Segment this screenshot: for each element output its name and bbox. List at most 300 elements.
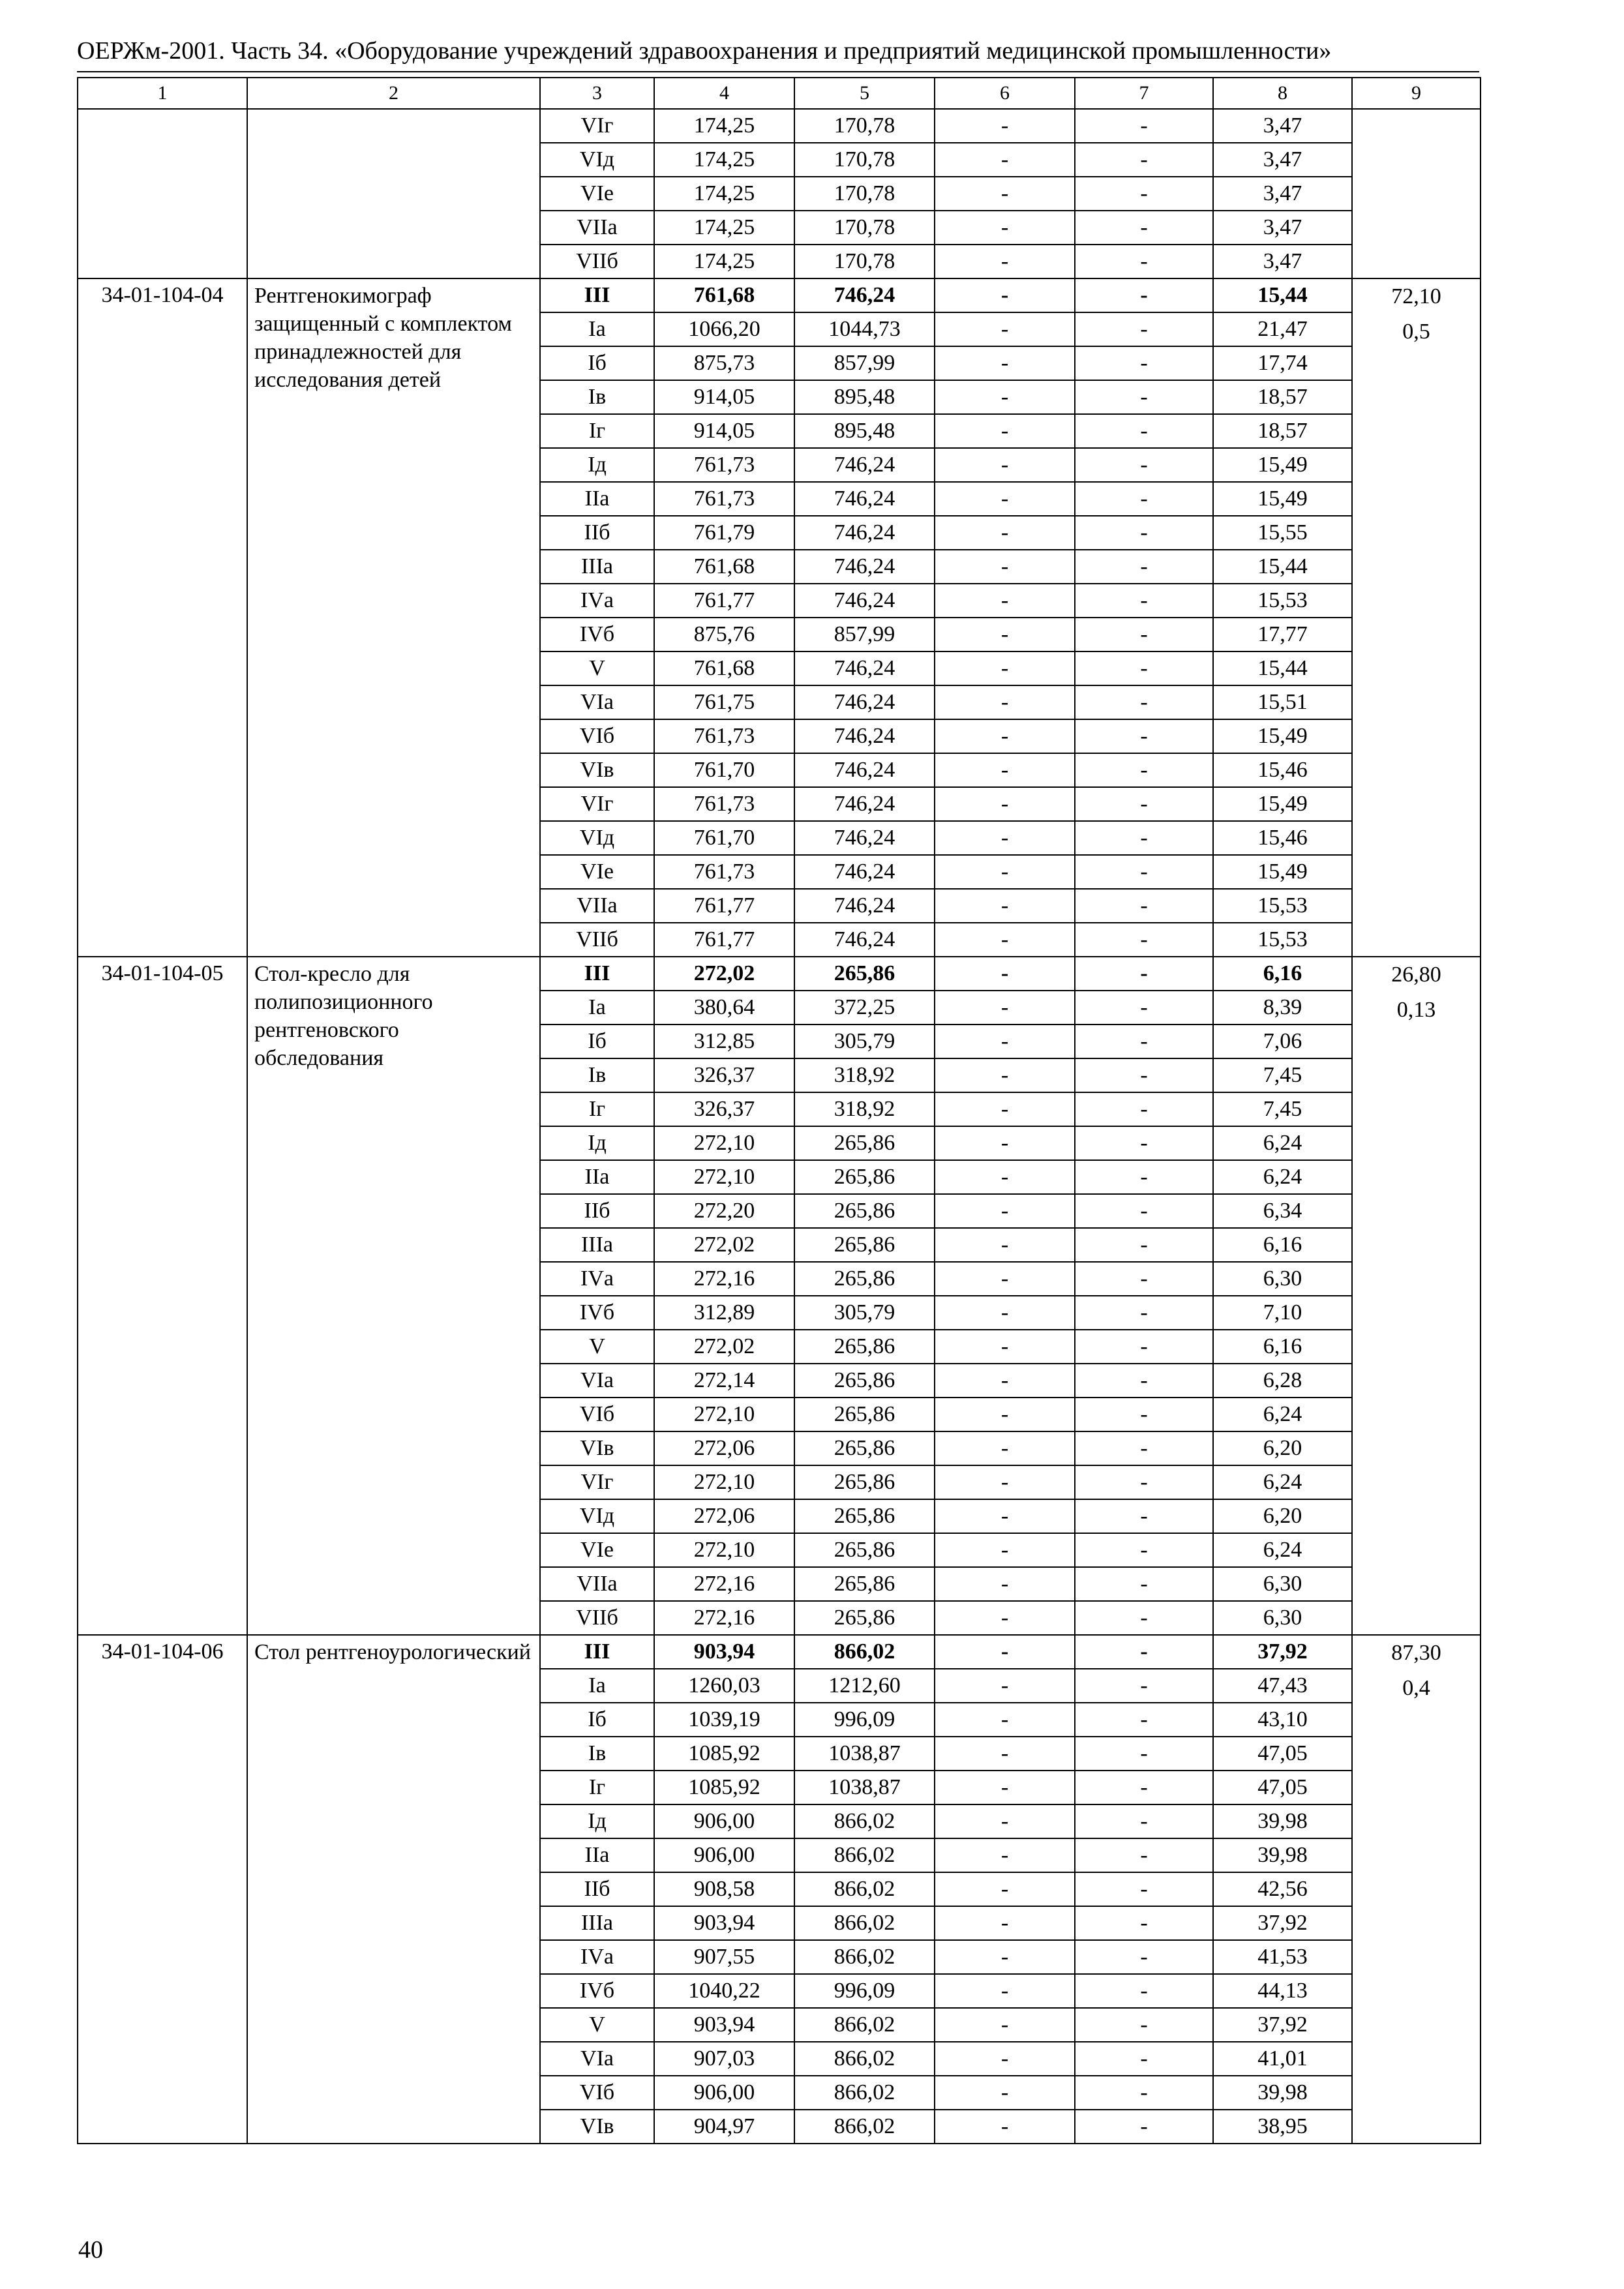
- material-cell: 7,45: [1213, 1092, 1352, 1126]
- material-cell: 18,57: [1213, 414, 1352, 448]
- labor-machine-value: 0,13: [1396, 998, 1436, 1022]
- driver-wage-cell: -: [1075, 1262, 1213, 1296]
- zone-cell: VIIа: [540, 1567, 654, 1601]
- zone-cell: VIе: [540, 177, 654, 211]
- machine-cell: -: [935, 821, 1075, 855]
- material-cell: 7,45: [1213, 1058, 1352, 1092]
- machine-cell: -: [935, 2042, 1075, 2076]
- machine-cell: -: [935, 1160, 1075, 1194]
- column-number: 6: [935, 78, 1075, 109]
- zone-cell: VIд: [540, 821, 654, 855]
- machine-cell: -: [935, 109, 1075, 143]
- total-cell: 761,73: [654, 719, 794, 753]
- zone-cell: III: [540, 957, 654, 991]
- wage-cell: 265,86: [794, 1398, 935, 1431]
- wage-cell: 318,92: [794, 1058, 935, 1092]
- total-cell: 875,73: [654, 346, 794, 380]
- machine-cell: -: [935, 1025, 1075, 1058]
- zone-cell: VIIб: [540, 1601, 654, 1635]
- material-cell: 6,24: [1213, 1465, 1352, 1499]
- code-cell: 34-01-104-05: [78, 957, 247, 1635]
- driver-wage-cell: -: [1075, 753, 1213, 787]
- driver-wage-cell: -: [1075, 618, 1213, 651]
- zone-cell: Iд: [540, 448, 654, 482]
- driver-wage-cell: -: [1075, 1669, 1213, 1703]
- total-cell: 174,25: [654, 245, 794, 278]
- machine-cell: -: [935, 278, 1075, 312]
- machine-cell: -: [935, 211, 1075, 245]
- driver-wage-cell: -: [1075, 1601, 1213, 1635]
- name-cell: Стол-кресло для полипозиционного рентгеновского обследования: [247, 957, 540, 1635]
- wage-cell: 866,02: [794, 1906, 935, 1940]
- wage-cell: 265,86: [794, 1262, 935, 1296]
- wage-cell: 895,48: [794, 414, 935, 448]
- rates-table: [77, 77, 1481, 2144]
- total-cell: 380,64: [654, 991, 794, 1025]
- total-cell: 761,73: [654, 482, 794, 516]
- code-cell: 34-01-104-04: [78, 278, 247, 957]
- machine-cell: -: [935, 448, 1075, 482]
- zone-cell: VIIб: [540, 245, 654, 278]
- machine-cell: -: [935, 1872, 1075, 1906]
- zone-cell: VIа: [540, 1364, 654, 1398]
- labor-cost-value: 87,30: [1391, 1641, 1441, 1665]
- material-cell: 3,47: [1213, 109, 1352, 143]
- total-cell: 761,73: [654, 787, 794, 821]
- machine-cell: -: [935, 1228, 1075, 1262]
- driver-wage-cell: -: [1075, 1771, 1213, 1804]
- column-number: 8: [1213, 78, 1352, 109]
- wage-cell: 305,79: [794, 1296, 935, 1330]
- driver-wage-cell: -: [1075, 1533, 1213, 1567]
- zone-cell: IIа: [540, 1160, 654, 1194]
- wage-cell: 265,86: [794, 1533, 935, 1567]
- material-cell: 37,92: [1213, 1906, 1352, 1940]
- wage-cell: 265,86: [794, 1160, 935, 1194]
- zone-cell: VIб: [540, 719, 654, 753]
- machine-cell: -: [935, 346, 1075, 380]
- wage-cell: 746,24: [794, 516, 935, 550]
- machine-cell: -: [935, 1669, 1075, 1703]
- total-cell: 272,02: [654, 1228, 794, 1262]
- total-cell: 272,10: [654, 1160, 794, 1194]
- machine-cell: -: [935, 245, 1075, 278]
- column-number: 9: [1352, 78, 1481, 109]
- zone-cell: VIг: [540, 787, 654, 821]
- wage-cell: 857,99: [794, 346, 935, 380]
- total-cell: 272,16: [654, 1262, 794, 1296]
- total-cell: 906,00: [654, 2076, 794, 2110]
- driver-wage-cell: -: [1075, 1296, 1213, 1330]
- driver-wage-cell: -: [1075, 1906, 1213, 1940]
- wage-cell: 746,24: [794, 482, 935, 516]
- wage-cell: 265,86: [794, 1431, 935, 1465]
- extra-cell: [1352, 278, 1481, 957]
- driver-wage-cell: -: [1075, 1398, 1213, 1431]
- material-cell: 15,49: [1213, 787, 1352, 821]
- zone-cell: Iб: [540, 1703, 654, 1737]
- wage-cell: 746,24: [794, 278, 935, 312]
- material-cell: 3,47: [1213, 245, 1352, 278]
- total-cell: 761,73: [654, 855, 794, 889]
- driver-wage-cell: -: [1075, 278, 1213, 312]
- material-cell: 15,46: [1213, 753, 1352, 787]
- machine-cell: -: [935, 1364, 1075, 1398]
- machine-cell: -: [935, 380, 1075, 414]
- zone-cell: IVб: [540, 618, 654, 651]
- wage-cell: 265,86: [794, 1601, 935, 1635]
- material-cell: 6,30: [1213, 1567, 1352, 1601]
- material-cell: 21,47: [1213, 312, 1352, 346]
- wage-cell: 746,24: [794, 889, 935, 923]
- driver-wage-cell: -: [1075, 516, 1213, 550]
- wage-cell: 265,86: [794, 1228, 935, 1262]
- material-cell: 15,49: [1213, 482, 1352, 516]
- driver-wage-cell: -: [1075, 414, 1213, 448]
- total-cell: 272,16: [654, 1567, 794, 1601]
- machine-cell: -: [935, 1567, 1075, 1601]
- material-cell: 17,74: [1213, 346, 1352, 380]
- wage-cell: 746,24: [794, 923, 935, 957]
- zone-cell: Iа: [540, 312, 654, 346]
- machine-cell: -: [935, 312, 1075, 346]
- zone-cell: VIд: [540, 143, 654, 177]
- total-cell: 326,37: [654, 1092, 794, 1126]
- zone-cell: VIIб: [540, 923, 654, 957]
- material-cell: 3,47: [1213, 143, 1352, 177]
- driver-wage-cell: -: [1075, 245, 1213, 278]
- wage-cell: 265,86: [794, 957, 935, 991]
- wage-cell: 1038,87: [794, 1771, 935, 1804]
- driver-wage-cell: -: [1075, 109, 1213, 143]
- machine-cell: -: [935, 1330, 1075, 1364]
- material-cell: 6,34: [1213, 1194, 1352, 1228]
- zone-cell: IIIа: [540, 550, 654, 584]
- total-cell: 326,37: [654, 1058, 794, 1092]
- material-cell: 6,16: [1213, 1228, 1352, 1262]
- material-cell: 6,20: [1213, 1499, 1352, 1533]
- material-cell: 15,44: [1213, 651, 1352, 685]
- extra-cell: [1352, 109, 1481, 278]
- material-cell: 8,39: [1213, 991, 1352, 1025]
- column-number: 7: [1075, 78, 1213, 109]
- material-cell: 39,98: [1213, 2076, 1352, 2110]
- zone-cell: VIг: [540, 109, 654, 143]
- wage-cell: 866,02: [794, 2042, 935, 2076]
- driver-wage-cell: -: [1075, 1567, 1213, 1601]
- zone-cell: IIIа: [540, 1906, 654, 1940]
- zone-cell: VIв: [540, 753, 654, 787]
- driver-wage-cell: -: [1075, 1330, 1213, 1364]
- total-cell: 907,55: [654, 1940, 794, 1974]
- wage-cell: 746,24: [794, 448, 935, 482]
- total-cell: 908,58: [654, 1872, 794, 1906]
- wage-cell: 170,78: [794, 211, 935, 245]
- material-cell: 6,28: [1213, 1364, 1352, 1398]
- material-cell: 7,10: [1213, 1296, 1352, 1330]
- driver-wage-cell: -: [1075, 211, 1213, 245]
- material-cell: 6,16: [1213, 957, 1352, 991]
- zone-cell: IVа: [540, 1262, 654, 1296]
- total-cell: 761,68: [654, 651, 794, 685]
- wage-cell: 746,24: [794, 651, 935, 685]
- wage-cell: 318,92: [794, 1092, 935, 1126]
- machine-cell: -: [935, 1431, 1075, 1465]
- driver-wage-cell: -: [1075, 143, 1213, 177]
- wage-cell: 866,02: [794, 2076, 935, 2110]
- machine-cell: -: [935, 1533, 1075, 1567]
- wage-cell: 265,86: [794, 1364, 935, 1398]
- material-cell: 47,05: [1213, 1737, 1352, 1771]
- driver-wage-cell: -: [1075, 889, 1213, 923]
- column-number: 5: [794, 78, 935, 109]
- material-cell: 15,44: [1213, 550, 1352, 584]
- zone-cell: Iб: [540, 346, 654, 380]
- machine-cell: -: [935, 957, 1075, 991]
- material-cell: 6,20: [1213, 1431, 1352, 1465]
- wage-cell: 746,24: [794, 685, 935, 719]
- machine-cell: -: [935, 1940, 1075, 1974]
- material-cell: 47,05: [1213, 1771, 1352, 1804]
- driver-wage-cell: -: [1075, 821, 1213, 855]
- material-cell: 6,16: [1213, 1330, 1352, 1364]
- material-cell: 37,92: [1213, 1635, 1352, 1669]
- material-cell: 37,92: [1213, 2008, 1352, 2042]
- labor-cost-value: 26,80: [1391, 963, 1441, 987]
- machine-cell: -: [935, 1771, 1075, 1804]
- total-cell: 761,68: [654, 278, 794, 312]
- machine-cell: -: [935, 2076, 1075, 2110]
- machine-cell: -: [935, 1262, 1075, 1296]
- material-cell: 3,47: [1213, 211, 1352, 245]
- machine-cell: -: [935, 1296, 1075, 1330]
- total-cell: 906,00: [654, 1804, 794, 1838]
- zone-cell: Iб: [540, 1025, 654, 1058]
- total-cell: 1039,19: [654, 1703, 794, 1737]
- total-cell: 914,05: [654, 380, 794, 414]
- driver-wage-cell: -: [1075, 1872, 1213, 1906]
- machine-cell: -: [935, 177, 1075, 211]
- driver-wage-cell: -: [1075, 2042, 1213, 2076]
- labor-machine-value: 0,4: [1402, 1676, 1430, 1700]
- zone-cell: VIе: [540, 1533, 654, 1567]
- total-cell: 1066,20: [654, 312, 794, 346]
- material-cell: 41,53: [1213, 1940, 1352, 1974]
- driver-wage-cell: -: [1075, 448, 1213, 482]
- machine-cell: -: [935, 1838, 1075, 1872]
- total-cell: 761,77: [654, 889, 794, 923]
- driver-wage-cell: -: [1075, 1126, 1213, 1160]
- zone-cell: VIа: [540, 685, 654, 719]
- zone-cell: VIа: [540, 2042, 654, 2076]
- material-cell: 15,53: [1213, 584, 1352, 618]
- driver-wage-cell: -: [1075, 787, 1213, 821]
- wage-cell: 746,24: [794, 550, 935, 584]
- machine-cell: -: [935, 923, 1075, 957]
- zone-cell: VIб: [540, 1398, 654, 1431]
- wage-cell: 866,02: [794, 1838, 935, 1872]
- total-cell: 272,16: [654, 1601, 794, 1635]
- zone-cell: III: [540, 278, 654, 312]
- zone-cell: IIIа: [540, 1228, 654, 1262]
- machine-cell: -: [935, 787, 1075, 821]
- wage-cell: 895,48: [794, 380, 935, 414]
- driver-wage-cell: -: [1075, 1838, 1213, 1872]
- driver-wage-cell: -: [1075, 2110, 1213, 2144]
- wage-cell: 1038,87: [794, 1737, 935, 1771]
- total-cell: 906,00: [654, 1838, 794, 1872]
- total-cell: 761,77: [654, 923, 794, 957]
- wage-cell: 746,24: [794, 719, 935, 753]
- wage-cell: 866,02: [794, 2110, 935, 2144]
- total-cell: 907,03: [654, 2042, 794, 2076]
- material-cell: 38,95: [1213, 2110, 1352, 2144]
- driver-wage-cell: -: [1075, 2076, 1213, 2110]
- total-cell: 761,77: [654, 584, 794, 618]
- machine-cell: -: [935, 516, 1075, 550]
- zone-cell: Iв: [540, 380, 654, 414]
- zone-cell: VIд: [540, 1499, 654, 1533]
- machine-cell: -: [935, 1058, 1075, 1092]
- driver-wage-cell: -: [1075, 584, 1213, 618]
- machine-cell: -: [935, 1804, 1075, 1838]
- material-cell: 6,30: [1213, 1262, 1352, 1296]
- zone-cell: Iг: [540, 1092, 654, 1126]
- wage-cell: 305,79: [794, 1025, 935, 1058]
- machine-cell: -: [935, 1703, 1075, 1737]
- wage-cell: 996,09: [794, 1974, 935, 2008]
- column-number: 1: [78, 78, 247, 109]
- total-cell: 914,05: [654, 414, 794, 448]
- wage-cell: 866,02: [794, 1872, 935, 1906]
- material-cell: 7,06: [1213, 1025, 1352, 1058]
- total-cell: 272,10: [654, 1126, 794, 1160]
- material-cell: 15,49: [1213, 448, 1352, 482]
- zone-cell: IVа: [540, 584, 654, 618]
- extra-cell: [1352, 957, 1481, 1635]
- driver-wage-cell: -: [1075, 177, 1213, 211]
- driver-wage-cell: -: [1075, 1737, 1213, 1771]
- labor-machine-value: 0,5: [1402, 320, 1430, 344]
- total-cell: 761,70: [654, 821, 794, 855]
- driver-wage-cell: -: [1075, 1465, 1213, 1499]
- driver-wage-cell: -: [1075, 923, 1213, 957]
- machine-cell: -: [935, 1974, 1075, 2008]
- total-cell: 1040,22: [654, 1974, 794, 2008]
- total-cell: 174,25: [654, 211, 794, 245]
- wage-cell: 746,24: [794, 787, 935, 821]
- total-cell: 174,25: [654, 143, 794, 177]
- total-cell: 272,10: [654, 1398, 794, 1431]
- total-cell: 272,02: [654, 957, 794, 991]
- machine-cell: -: [935, 414, 1075, 448]
- driver-wage-cell: -: [1075, 1703, 1213, 1737]
- material-cell: 6,30: [1213, 1601, 1352, 1635]
- driver-wage-cell: -: [1075, 991, 1213, 1025]
- wage-cell: 265,86: [794, 1567, 935, 1601]
- wage-cell: 265,86: [794, 1330, 935, 1364]
- total-cell: 904,97: [654, 2110, 794, 2144]
- machine-cell: -: [935, 1092, 1075, 1126]
- table-row: [78, 109, 1481, 143]
- total-cell: 272,02: [654, 1330, 794, 1364]
- machine-cell: -: [935, 1737, 1075, 1771]
- machine-cell: -: [935, 1499, 1075, 1533]
- machine-cell: -: [935, 753, 1075, 787]
- total-cell: 903,94: [654, 1635, 794, 1669]
- column-number: 4: [654, 78, 794, 109]
- material-cell: 15,53: [1213, 923, 1352, 957]
- zone-cell: Iв: [540, 1737, 654, 1771]
- machine-cell: -: [935, 1906, 1075, 1940]
- page-number: 40: [78, 2236, 103, 2264]
- zone-cell: VIIа: [540, 889, 654, 923]
- material-cell: 6,24: [1213, 1533, 1352, 1567]
- total-cell: 272,06: [654, 1499, 794, 1533]
- zone-cell: Iд: [540, 1126, 654, 1160]
- wage-cell: 1044,73: [794, 312, 935, 346]
- machine-cell: -: [935, 1465, 1075, 1499]
- total-cell: 761,73: [654, 448, 794, 482]
- machine-cell: -: [935, 550, 1075, 584]
- machine-cell: -: [935, 1126, 1075, 1160]
- zone-cell: IVа: [540, 1940, 654, 1974]
- wage-cell: 170,78: [794, 143, 935, 177]
- column-number-row: [78, 78, 1481, 109]
- driver-wage-cell: -: [1075, 1160, 1213, 1194]
- driver-wage-cell: -: [1075, 1092, 1213, 1126]
- wage-cell: 170,78: [794, 177, 935, 211]
- total-cell: 761,68: [654, 550, 794, 584]
- driver-wage-cell: -: [1075, 2008, 1213, 2042]
- wage-cell: 265,86: [794, 1126, 935, 1160]
- driver-wage-cell: -: [1075, 1194, 1213, 1228]
- driver-wage-cell: -: [1075, 346, 1213, 380]
- total-cell: 761,79: [654, 516, 794, 550]
- machine-cell: -: [935, 584, 1075, 618]
- zone-cell: V: [540, 2008, 654, 2042]
- machine-cell: -: [935, 618, 1075, 651]
- material-cell: 39,98: [1213, 1838, 1352, 1872]
- machine-cell: -: [935, 855, 1075, 889]
- column-number: 3: [540, 78, 654, 109]
- total-cell: 1085,92: [654, 1771, 794, 1804]
- table-row: [78, 278, 1481, 312]
- driver-wage-cell: -: [1075, 1635, 1213, 1669]
- driver-wage-cell: -: [1075, 685, 1213, 719]
- machine-cell: -: [935, 685, 1075, 719]
- driver-wage-cell: -: [1075, 957, 1213, 991]
- total-cell: 312,85: [654, 1025, 794, 1058]
- material-cell: 3,47: [1213, 177, 1352, 211]
- material-cell: 44,13: [1213, 1974, 1352, 2008]
- extra-cell: [1352, 1635, 1481, 2144]
- name-cell: [247, 109, 540, 278]
- machine-cell: -: [935, 889, 1075, 923]
- zone-cell: V: [540, 651, 654, 685]
- wage-cell: 866,02: [794, 1804, 935, 1838]
- wage-cell: 746,24: [794, 753, 935, 787]
- code-cell: [78, 109, 247, 278]
- wage-cell: 857,99: [794, 618, 935, 651]
- material-cell: 43,10: [1213, 1703, 1352, 1737]
- wage-cell: 866,02: [794, 1635, 935, 1669]
- wage-cell: 265,86: [794, 1465, 935, 1499]
- machine-cell: -: [935, 2110, 1075, 2144]
- machine-cell: -: [935, 719, 1075, 753]
- driver-wage-cell: -: [1075, 855, 1213, 889]
- material-cell: 15,49: [1213, 719, 1352, 753]
